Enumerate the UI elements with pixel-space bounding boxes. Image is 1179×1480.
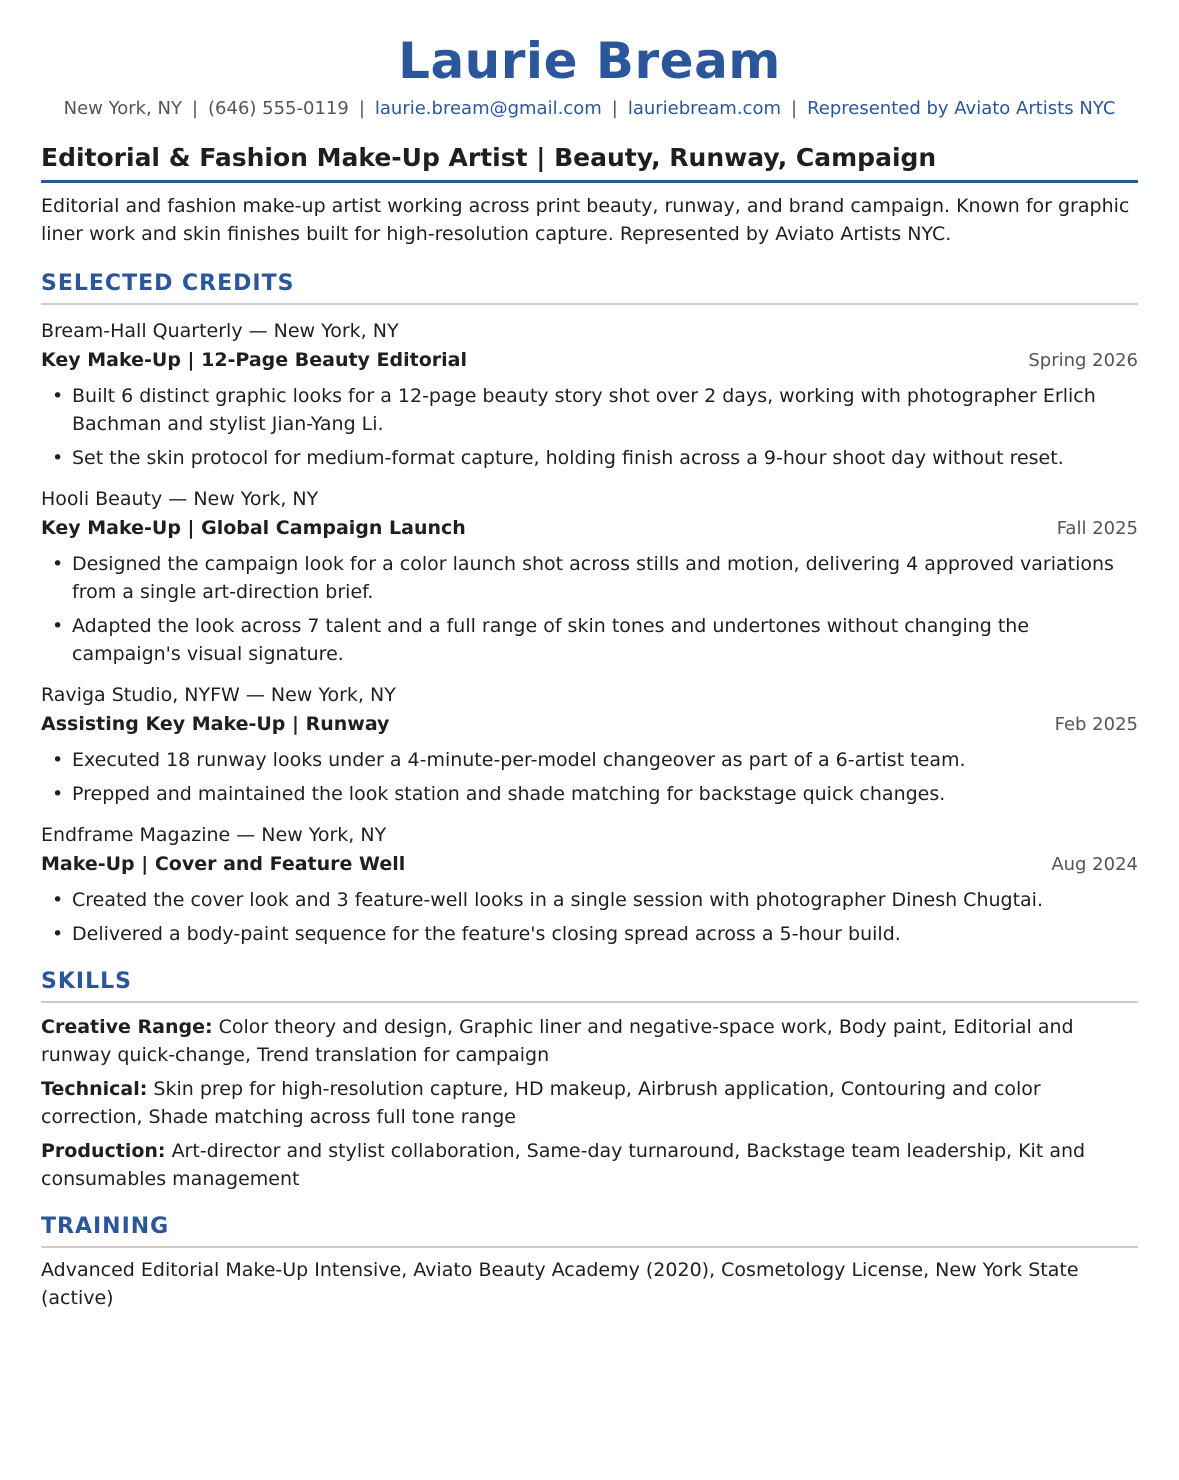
bullet-dot-icon: •: [52, 923, 64, 945]
credit-organization: Hooli Beauty — New York, NY: [41, 488, 319, 510]
bullet-item: [41, 444, 1138, 472]
separator: |: [791, 98, 798, 119]
credit-bullets: [41, 886, 1138, 948]
bullet-item: [41, 920, 1138, 948]
bullet-text: Executed 18 runway looks under a 4-minute-per-model changeover as part of a 6-artist team.: [72, 749, 966, 771]
bullet-dot-icon: •: [52, 385, 64, 407]
training-section: [41, 1212, 1138, 1312]
credit-role-row: [41, 709, 1138, 740]
skill-text: Skin prep for high-resolution capture, HD makeup, Airbrush application, Contouring and color correction, Shade matching across full tone range: [41, 1078, 1041, 1128]
credit-bullets: [41, 746, 1138, 808]
credit-entry: [41, 485, 1138, 668]
bullet-dot-icon: •: [52, 749, 64, 771]
credit-role-row: [41, 345, 1138, 376]
summary-paragraph: Editorial and fashion make-up artist working across print beauty, runway, and brand campaign. Known for graphic liner work and skin finishes built for high-resolution capture. Represented by Aviato Artists NYC.: [41, 195, 1130, 245]
bullet-dot-icon: •: [52, 553, 64, 575]
email-link[interactable]: laurie.bream@gmail.com: [374, 98, 602, 119]
credit-date: Aug 2024: [1051, 854, 1138, 875]
training-text: Advanced Editorial Make-Up Intensive, Aviato Beauty Academy (2020), Cosmetology License, New York State (active): [41, 1259, 1079, 1309]
credits-section: [41, 269, 1138, 948]
bullet-dot-icon: •: [52, 447, 64, 469]
skills-section: [41, 967, 1138, 1193]
credit-bullets: [41, 550, 1138, 668]
credit-role-row: [41, 849, 1138, 880]
bullet-text: Designed the campaign look for a color launch shot across stills and motion, delivering 4 approved variations from a single art-direction brief.: [72, 553, 1114, 603]
bullet-text: Delivered a body-paint sequence for the feature's closing spread across a 5-hour build.: [72, 923, 901, 945]
section-title-credits: SELECTED CREDITS: [41, 269, 1138, 305]
candidate-name: Laurie Bream: [398, 32, 781, 90]
bullet-item: [41, 886, 1138, 914]
skill-label: Creative Range:: [41, 1016, 213, 1038]
bullet-item: [41, 550, 1138, 606]
skill-text: Color theory and design, Graphic liner and negative-space work, Body paint, Editorial and runway quick-change, Trend translation for campaign: [41, 1016, 1074, 1066]
credit-bullets: [41, 382, 1138, 472]
bullet-item: [41, 382, 1138, 438]
credit-organization: Endframe Magazine — New York, NY: [41, 824, 387, 846]
credit-role: Make-Up | Cover and Feature Well: [41, 853, 406, 875]
credit-organization: Bream-Hall Quarterly — New York, NY: [41, 320, 399, 342]
credit-date: Spring 2026: [1028, 350, 1138, 371]
credit-entry: [41, 821, 1138, 948]
skill-label: Production:: [41, 1140, 166, 1162]
separator: |: [611, 98, 618, 119]
credit-role: Assisting Key Make-Up | Runway: [41, 713, 390, 735]
bullet-text: Built 6 distinct graphic looks for a 12-page beauty story shot over 2 days, working with photographer Erlich Bachman and stylist Jian-Yang Li.: [72, 385, 1096, 435]
credit-entry: [41, 317, 1138, 472]
credit-organization: Raviga Studio, NYFW — New York, NY: [41, 684, 396, 706]
credit-entry: [41, 681, 1138, 808]
bullet-text: Prepped and maintained the look station and shade matching for backstage quick changes.: [72, 783, 946, 805]
bullet-text: Adapted the look across 7 talent and a full range of skin tones and undertones without changing the campaign's visual signature.: [72, 615, 1030, 665]
bullet-text: Created the cover look and 3 feature-well looks in a single session with photographer Dinesh Chugtai.: [72, 889, 1043, 911]
website-link[interactable]: lauriebream.com: [627, 98, 781, 119]
credit-role: Key Make-Up | 12-Page Beauty Editorial: [41, 349, 468, 371]
skill-line: [41, 1075, 1138, 1131]
separator: |: [191, 98, 199, 119]
skill-line: [41, 1137, 1138, 1193]
bullet-dot-icon: •: [52, 783, 64, 805]
skill-line: [41, 1013, 1138, 1069]
bullet-item: [41, 746, 1138, 774]
representation-link[interactable]: Represented by Aviato Artists NYC: [807, 98, 1116, 119]
professional-headline: Editorial & Fashion Make-Up Artist | Beauty, Runway, Campaign: [41, 141, 1138, 183]
section-title-skills: SKILLS: [41, 967, 1138, 1003]
phone-text: (646) 555-0119: [208, 98, 349, 119]
bullet-item: [41, 612, 1138, 668]
credit-role-row: [41, 513, 1138, 544]
credit-role: Key Make-Up | Global Campaign Launch: [41, 517, 466, 539]
bullet-dot-icon: •: [52, 889, 64, 911]
bullet-text: Set the skin protocol for medium-format capture, holding finish across a 9-hour shoot day without reset.: [72, 447, 1064, 469]
skill-text: Art-director and stylist collaboration, Same-day turnaround, Backstage team leadership, Kit and consumables management: [41, 1140, 1086, 1190]
section-title-training: TRAINING: [41, 1212, 1138, 1248]
bullet-item: [41, 780, 1138, 808]
credit-date: Feb 2025: [1054, 714, 1138, 735]
location-text: New York, NY: [63, 98, 182, 119]
credit-date: Fall 2025: [1056, 518, 1138, 539]
separator: |: [358, 98, 365, 119]
bullet-dot-icon: •: [52, 615, 64, 637]
contact-line: [41, 96, 1138, 122]
resume-page: [41, 30, 1138, 1312]
skill-label: Technical:: [41, 1078, 148, 1100]
